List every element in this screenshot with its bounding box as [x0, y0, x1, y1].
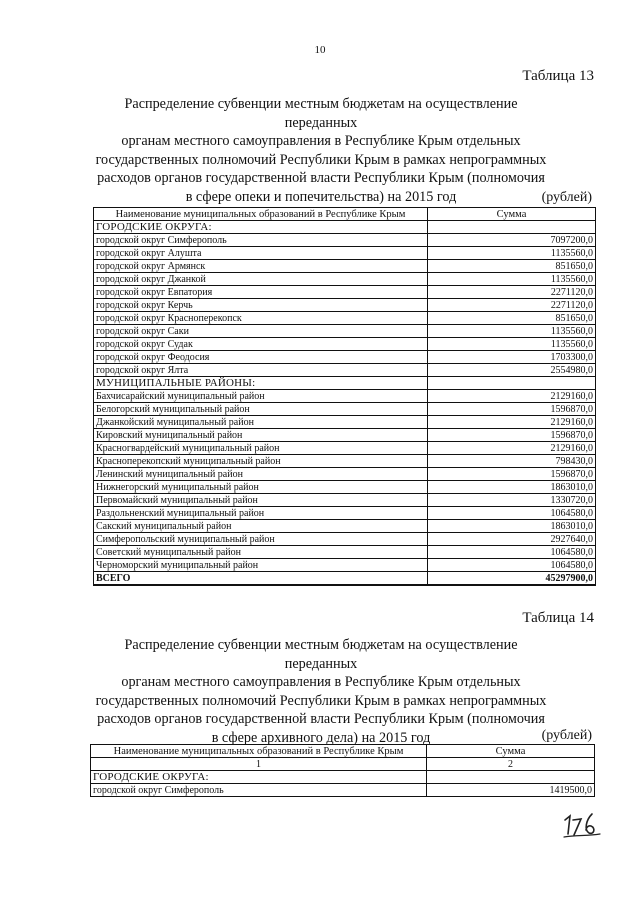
amount-value: 1135560,0 [428, 325, 596, 338]
total-label: ВСЕГО [94, 572, 428, 586]
amount-value: 2129160,0 [428, 416, 596, 429]
page-number: 10 [314, 44, 326, 56]
amount-value: 1064580,0 [428, 559, 596, 572]
municipality-name: Сакский муниципальный район [94, 520, 428, 533]
table14-title [90, 636, 552, 747]
header-sum: Сумма [428, 208, 596, 221]
section-row [94, 377, 596, 390]
table-row [94, 247, 596, 260]
amount-value: 798430,0 [428, 455, 596, 468]
amount-value: 1064580,0 [428, 546, 596, 559]
amount-value: 1596870,0 [428, 403, 596, 416]
table13-title-line: Распределение субвенции местным бюджетам на осуществление переданных [124, 96, 518, 131]
municipality-name: Красноперекопский муниципальный район [94, 455, 428, 468]
amount-value: 1596870,0 [428, 468, 596, 481]
municipality-name: городской округ Судак [94, 338, 428, 351]
table-row [94, 559, 596, 572]
total-row [94, 572, 596, 586]
column-number: 2 [427, 758, 595, 771]
municipality-name: Кировский муниципальный район [94, 429, 428, 442]
amount-value: 1064580,0 [428, 507, 596, 520]
municipality-name: Белогорский муниципальный район [94, 403, 428, 416]
table-row [94, 273, 596, 286]
municipality-name: Советский муниципальный район [94, 546, 428, 559]
amount-value: 1135560,0 [428, 338, 596, 351]
table14-title-line: в сфере архивного дела) на 2015 год [211, 729, 431, 746]
municipality-name: городской округ Армянск [94, 260, 428, 273]
municipality-name: Симферопольский муниципальный район [94, 533, 428, 546]
municipality-name: городской округ Феодосия [94, 351, 428, 364]
column-number: 1 [91, 758, 427, 771]
table13-title-line: органам местного самоуправления в Республике Крым отдельных [121, 133, 521, 149]
amount-value: 851650,0 [428, 260, 596, 273]
table-row [94, 234, 596, 247]
amount-value: 851650,0 [428, 312, 596, 325]
table14-title-line: расходов органов государственной власти Республики Крым (полномочия [97, 711, 545, 727]
municipality-name: Джанкойский муниципальный район [94, 416, 428, 429]
municipality-name: Бахчисарайский муниципальный район [94, 390, 428, 403]
amount-value: 1863010,0 [428, 520, 596, 533]
table-row [94, 468, 596, 481]
table-row [94, 507, 596, 520]
municipality-name: Красногвардейский муниципальный район [94, 442, 428, 455]
municipality-name: Раздольненский муниципальный район [94, 507, 428, 520]
table13-label: Таблица 13 [522, 68, 594, 84]
municipality-name: городской округ Алушта [94, 247, 428, 260]
amount-value: 1596870,0 [428, 429, 596, 442]
municipality-name: Нижнегорский муниципальный район [94, 481, 428, 494]
amount-value: 1703300,0 [428, 351, 596, 364]
header-name: Наименование муниципальных образований в Республике Крым [94, 208, 428, 221]
table13-unit: (рублей) [541, 190, 592, 205]
table13-title-line: государственных полномочий Республики Крым в рамках непрограммных [95, 151, 547, 168]
municipality-name: городской округ Керчь [94, 299, 428, 312]
table-row [94, 494, 596, 507]
header-sum: Сумма [427, 745, 595, 758]
table-row [94, 533, 596, 546]
municipality-name: Ленинский муниципальный район [94, 468, 428, 481]
table-row [94, 481, 596, 494]
table13-title [90, 95, 552, 206]
table14-colnum-row [91, 758, 595, 771]
table-row [94, 338, 596, 351]
table13-title-line: расходов органов государственной власти Республики Крым (полномочия [97, 170, 545, 186]
amount-value: 1863010,0 [428, 481, 596, 494]
municipality-name: городской округ Симферополь [94, 234, 428, 247]
table-row [94, 455, 596, 468]
amount-value: 2129160,0 [428, 390, 596, 403]
table-row [94, 260, 596, 273]
municipality-name: городской округ Саки [94, 325, 428, 338]
table-row [94, 390, 596, 403]
municipality-name: городской округ Евпатория [94, 286, 428, 299]
table-row [94, 299, 596, 312]
municipality-name: городской округ Джанкой [94, 273, 428, 286]
table-row [91, 784, 595, 797]
table-row [94, 520, 596, 533]
total-value: 45297900,0 [428, 572, 596, 586]
table-row [94, 416, 596, 429]
table-row [94, 442, 596, 455]
section-row [94, 221, 596, 234]
amount-value: 2271120,0 [428, 299, 596, 312]
table-row [94, 351, 596, 364]
table13 [93, 207, 596, 586]
amount-value: 2927640,0 [428, 533, 596, 546]
table14-label: Таблица 14 [522, 610, 594, 626]
table-row [94, 325, 596, 338]
header-name: Наименование муниципальных образований в Республике Крым [91, 745, 427, 758]
table13-header-row [94, 208, 596, 221]
table-row [94, 429, 596, 442]
table-row [94, 364, 596, 377]
section-row [91, 771, 595, 784]
municipality-name: городской округ Симферополь [91, 784, 427, 797]
table14-header-row [91, 745, 595, 758]
section-cities: ГОРОДСКИЕ ОКРУГА: [91, 771, 427, 784]
table14 [90, 744, 595, 797]
section-cities: ГОРОДСКИЕ ОКРУГА: [94, 221, 428, 234]
table-row [94, 546, 596, 559]
municipality-name: городской округ Красноперекопск [94, 312, 428, 325]
table-row [94, 403, 596, 416]
amount-value: 1330720,0 [428, 494, 596, 507]
table13-title-line: в сфере опеки и попечительства) на 2015 год [185, 188, 457, 205]
table14-title-line: государственных полномочий Республики Крым в рамках непрограммных [95, 692, 547, 709]
amount-value: 7097200,0 [428, 234, 596, 247]
amount-value: 1135560,0 [428, 247, 596, 260]
table-row [94, 312, 596, 325]
amount-value: 2271120,0 [428, 286, 596, 299]
amount-value: 1135560,0 [428, 273, 596, 286]
municipality-name: городской округ Ялта [94, 364, 428, 377]
table14-title-line: органам местного самоуправления в Республике Крым отдельных [121, 674, 521, 690]
handwritten-page-mark [562, 808, 602, 840]
amount-value: 1419500,0 [427, 784, 595, 797]
municipality-name: Первомайский муниципальный район [94, 494, 428, 507]
section-districts: МУНИЦИПАЛЬНЫЕ РАЙОНЫ: [94, 377, 428, 390]
amount-value: 2554980,0 [428, 364, 596, 377]
table14-title-line: Распределение субвенции местным бюджетам на осуществление переданных [124, 637, 518, 672]
table14-unit: (рублей) [541, 728, 592, 743]
table-row [94, 286, 596, 299]
amount-value: 2129160,0 [428, 442, 596, 455]
municipality-name: Черноморский муниципальный район [94, 559, 428, 572]
